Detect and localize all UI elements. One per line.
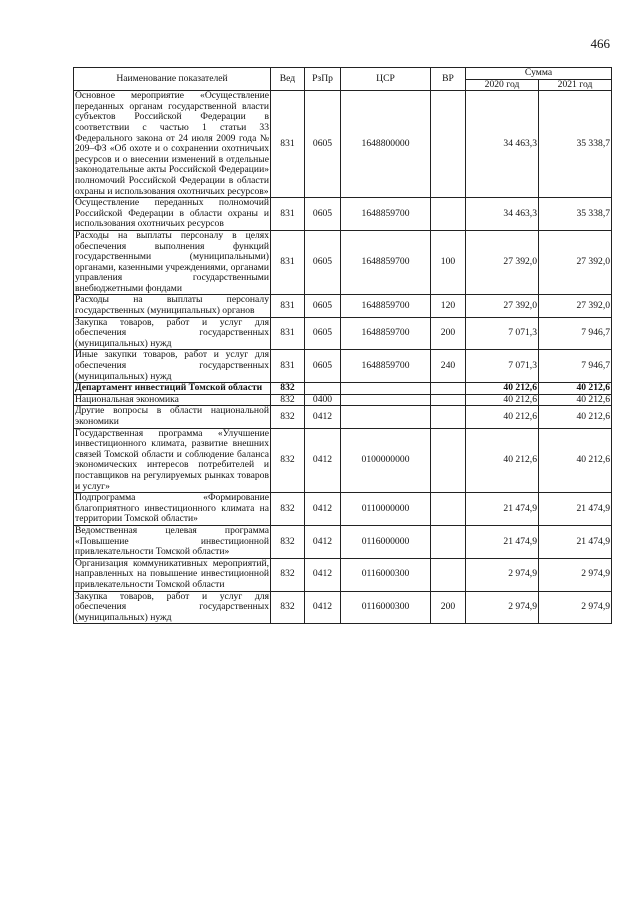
row-sum-2021: 21 474,9 bbox=[539, 493, 612, 526]
row-ved: 832 bbox=[271, 383, 305, 395]
row-rzpr bbox=[305, 383, 341, 395]
row-ved: 831 bbox=[271, 198, 305, 231]
row-rzpr: 0412 bbox=[305, 525, 341, 558]
row-vr bbox=[431, 91, 466, 198]
table-row bbox=[74, 383, 612, 395]
row-vr bbox=[431, 525, 466, 558]
table-row bbox=[74, 406, 612, 428]
row-vr bbox=[431, 558, 466, 591]
row-sum-2020: 7 071,3 bbox=[466, 350, 539, 383]
table-row bbox=[74, 558, 612, 591]
row-rzpr: 0400 bbox=[305, 394, 341, 406]
budget-table bbox=[73, 67, 612, 624]
row-sum-2020: 40 212,6 bbox=[466, 394, 539, 406]
row-ved: 832 bbox=[271, 428, 305, 493]
header-csr: ЦСР bbox=[341, 68, 431, 91]
row-ved: 831 bbox=[271, 317, 305, 350]
row-name: Подпрограмма «Формирование благоприятного инвестиционного климата на территории Томской области» bbox=[75, 492, 269, 525]
row-name: Закупка товаров, работ и услуг для обеспечения государственных (муниципальных) нужд bbox=[75, 590, 269, 623]
row-sum-2021: 2 974,9 bbox=[539, 591, 612, 624]
header-name: Наименование показателей bbox=[74, 68, 271, 91]
row-vr: 200 bbox=[431, 591, 466, 624]
table-row bbox=[74, 91, 612, 198]
row-vr bbox=[431, 428, 466, 493]
table-row bbox=[74, 525, 612, 558]
row-name: Расходы на выплаты персоналу государственных (муниципальных) органов bbox=[75, 294, 269, 317]
row-name: Основное мероприятие «Осуществление переданных органам государственной власти субъектов Российской Федерации в соответствии с частью 1 статьи 33 Федерального закона от 24 июля 2009 года № 209–ФЗ «Об охоте и о сохранении охотничьих ресурсов и о внесении изменений в отдельные законодательные акты Российской Федерации» полномочий Российской Федерации в области охраны и использования охотничьих ресурсов» bbox=[75, 90, 269, 197]
row-ved: 831 bbox=[271, 295, 305, 317]
row-rzpr: 0412 bbox=[305, 493, 341, 526]
row-sum-2021: 21 474,9 bbox=[539, 525, 612, 558]
row-csr bbox=[341, 394, 431, 406]
row-vr bbox=[431, 394, 466, 406]
row-ved: 831 bbox=[271, 230, 305, 295]
row-ved: 831 bbox=[271, 350, 305, 383]
row-sum-2021: 7 946,7 bbox=[539, 350, 612, 383]
row-csr: 0110000000 bbox=[341, 493, 431, 526]
row-csr: 1648859700 bbox=[341, 350, 431, 383]
row-sum-2020: 40 212,6 bbox=[466, 406, 539, 428]
row-csr bbox=[341, 383, 431, 395]
row-vr: 100 bbox=[431, 230, 466, 295]
row-vr bbox=[431, 493, 466, 526]
row-sum-2020: 27 392,0 bbox=[466, 295, 539, 317]
row-csr: 0116000000 bbox=[341, 525, 431, 558]
row-vr: 240 bbox=[431, 350, 466, 383]
row-ved: 832 bbox=[271, 493, 305, 526]
row-csr bbox=[341, 406, 431, 428]
table-row bbox=[74, 394, 612, 406]
row-rzpr: 0412 bbox=[305, 558, 341, 591]
row-rzpr: 0412 bbox=[305, 591, 341, 624]
row-vr: 120 bbox=[431, 295, 466, 317]
row-csr: 1648859700 bbox=[341, 198, 431, 231]
row-sum-2021: 40 212,6 bbox=[539, 394, 612, 406]
row-vr bbox=[431, 383, 466, 395]
row-name: Государственная программа «Улучшение инвестиционного климата, развитие внешних связей Томской области и соблюдение баланса экономических интересов потребителей и поставщиков на регулируемых рынках товаров и услуг» bbox=[75, 427, 269, 492]
row-ved: 831 bbox=[271, 91, 305, 198]
row-rzpr: 0605 bbox=[305, 198, 341, 231]
row-sum-2020: 2 974,9 bbox=[466, 558, 539, 591]
row-name: Организация коммуникативных мероприятий, направленных на повышение инвестиционной привлекательности Томской области bbox=[75, 557, 269, 590]
table-row bbox=[74, 230, 612, 295]
row-rzpr: 0605 bbox=[305, 350, 341, 383]
row-rzpr: 0605 bbox=[305, 230, 341, 295]
row-vr: 200 bbox=[431, 317, 466, 350]
row-rzpr: 0605 bbox=[305, 91, 341, 198]
row-name: Расходы на выплаты персоналу в целях обеспечения выполнения функций государственными (муниципальными) органами, казенными учреждениями, органами управления государственными внебюджетными фондами bbox=[75, 229, 269, 294]
row-vr bbox=[431, 406, 466, 428]
table-row bbox=[74, 317, 612, 350]
table-header bbox=[74, 68, 612, 91]
row-name: Департамент инвестиций Томской области bbox=[74, 383, 271, 395]
row-sum-2021: 2 974,9 bbox=[539, 558, 612, 591]
page-number: 466 bbox=[590, 36, 610, 51]
row-rzpr: 0605 bbox=[305, 295, 341, 317]
header-vr: ВР bbox=[431, 68, 466, 91]
row-sum-2020: 34 463,3 bbox=[466, 198, 539, 231]
table-row bbox=[74, 428, 612, 493]
row-sum-2020: 2 974,9 bbox=[466, 591, 539, 624]
row-sum-2021: 27 392,0 bbox=[539, 295, 612, 317]
row-sum-2020: 21 474,9 bbox=[466, 525, 539, 558]
row-sum-2021: 7 946,7 bbox=[539, 317, 612, 350]
row-ved: 832 bbox=[271, 558, 305, 591]
table-row bbox=[74, 295, 612, 317]
row-sum-2020: 21 474,9 bbox=[466, 493, 539, 526]
row-rzpr: 0412 bbox=[305, 406, 341, 428]
table-row bbox=[74, 493, 612, 526]
row-vr bbox=[431, 198, 466, 231]
row-sum-2021: 40 212,6 bbox=[539, 428, 612, 493]
row-name: Закупка товаров, работ и услуг для обеспечения государственных (муниципальных) нужд bbox=[75, 316, 269, 349]
table-row bbox=[74, 198, 612, 231]
row-csr: 0116000300 bbox=[341, 591, 431, 624]
row-ved: 832 bbox=[271, 406, 305, 428]
row-sum-2021: 27 392,0 bbox=[539, 230, 612, 295]
header-ved: Вед bbox=[271, 68, 305, 91]
row-csr: 0116000300 bbox=[341, 558, 431, 591]
row-ved: 832 bbox=[271, 525, 305, 558]
row-sum-2021: 40 212,6 bbox=[539, 406, 612, 428]
header-2020: 2020 год bbox=[466, 79, 539, 91]
row-sum-2020: 34 463,3 bbox=[466, 91, 539, 198]
row-sum-2021: 40 212,6 bbox=[539, 383, 612, 395]
row-sum-2021: 35 338,7 bbox=[539, 91, 612, 198]
row-sum-2020: 40 212,6 bbox=[466, 383, 539, 395]
header-rzpr: РзПр bbox=[305, 68, 341, 91]
row-name: Иные закупки товаров, работ и услуг для обеспечения государственных (муниципальных) нужд bbox=[75, 349, 269, 382]
table-row bbox=[74, 591, 612, 624]
header-2021: 2021 год bbox=[539, 79, 612, 91]
table-row bbox=[74, 350, 612, 383]
row-sum-2020: 7 071,3 bbox=[466, 317, 539, 350]
row-sum-2020: 40 212,6 bbox=[466, 428, 539, 493]
row-name: Ведомственная целевая программа «Повышение инвестиционной привлекательности Томской области» bbox=[75, 524, 269, 558]
row-csr: 1648800000 bbox=[341, 91, 431, 198]
row-csr: 0100000000 bbox=[341, 428, 431, 493]
row-name: Национальная экономика bbox=[74, 394, 271, 406]
row-csr: 1648859700 bbox=[341, 230, 431, 295]
row-ved: 832 bbox=[271, 394, 305, 406]
row-rzpr: 0605 bbox=[305, 317, 341, 350]
table-body bbox=[74, 91, 612, 624]
header-sum: Сумма bbox=[466, 68, 612, 80]
row-rzpr: 0412 bbox=[305, 428, 341, 493]
row-sum-2020: 27 392,0 bbox=[466, 230, 539, 295]
row-sum-2021: 35 338,7 bbox=[539, 198, 612, 231]
row-ved: 832 bbox=[271, 591, 305, 624]
row-name: Осуществление переданных полномочий Российской Федерации в области охраны и использования охотничьих ресурсов bbox=[75, 197, 269, 230]
row-csr: 1648859700 bbox=[341, 317, 431, 350]
row-csr: 1648859700 bbox=[341, 295, 431, 317]
row-name: Другие вопросы в области национальной экономики bbox=[75, 405, 269, 427]
